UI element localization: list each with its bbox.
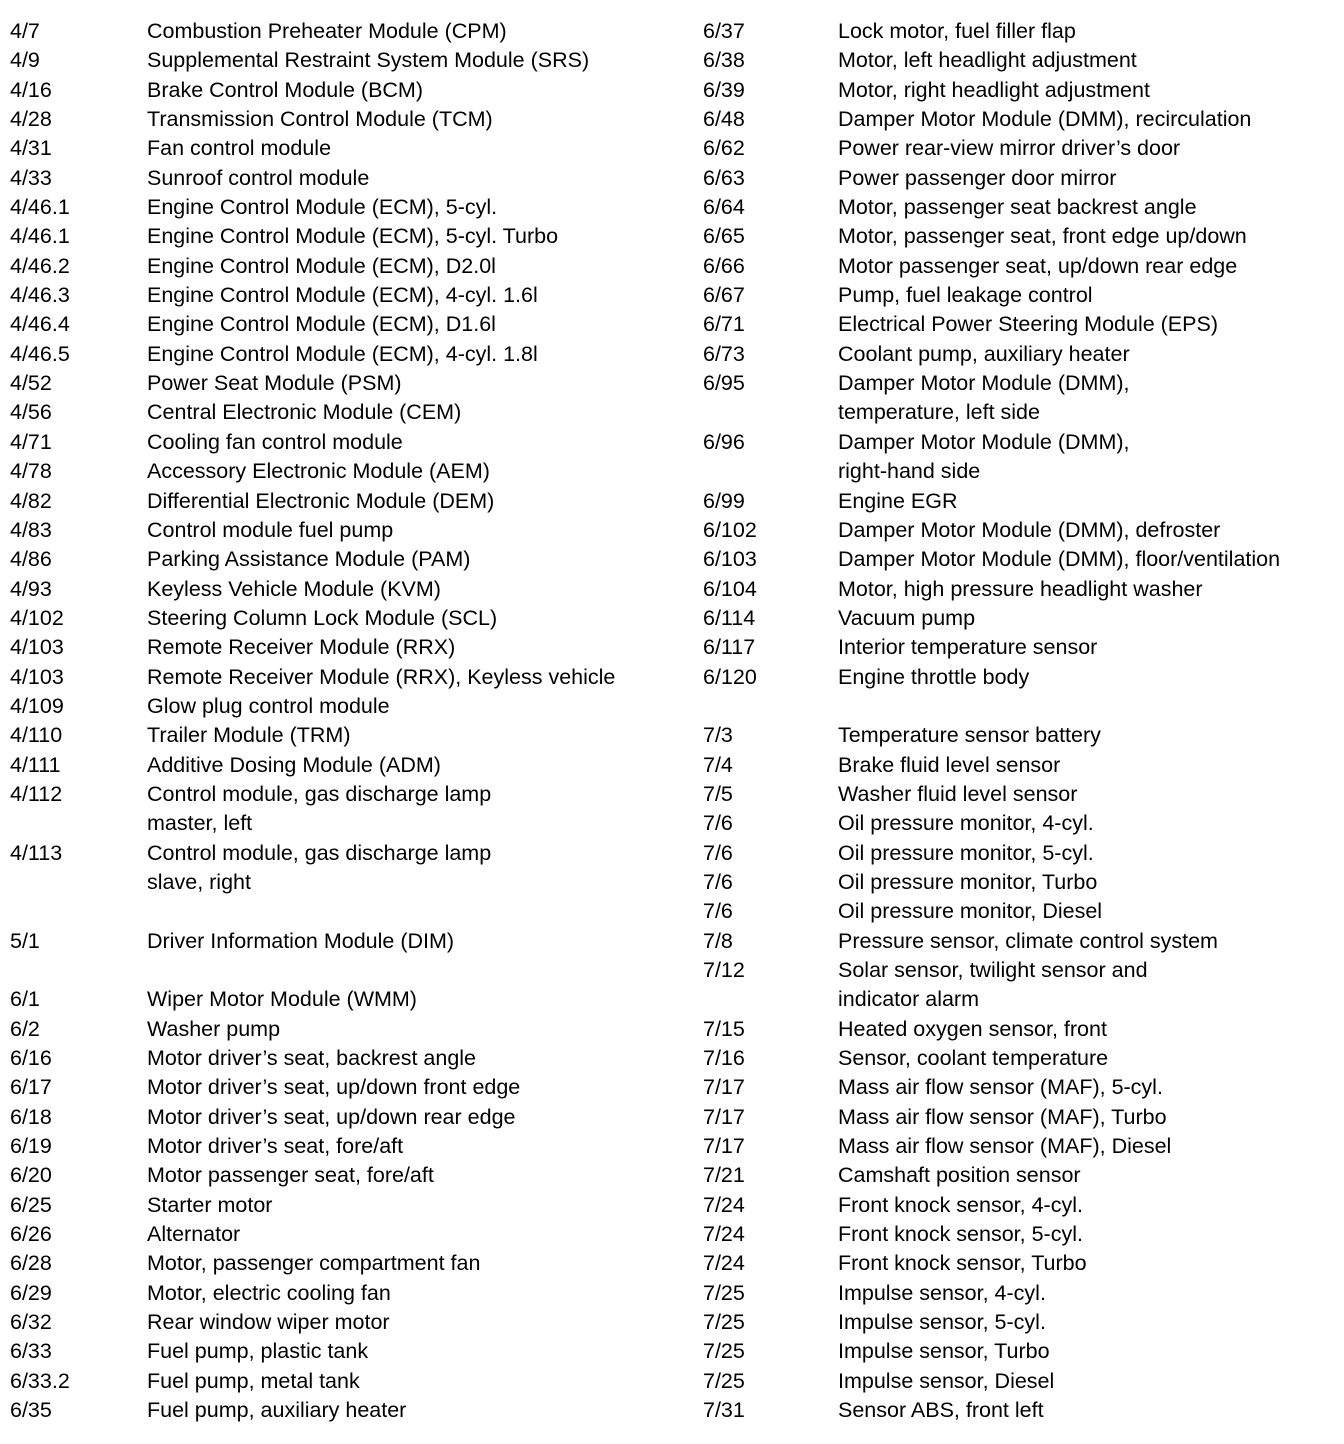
- component-code: 6/39: [703, 77, 745, 102]
- component-description: Motor, passenger seat, front edge up/down: [838, 224, 1247, 249]
- component-description: Motor, electric cooling fan: [147, 1280, 391, 1305]
- component-code: 6/18: [10, 1104, 52, 1129]
- component-description: Control module fuel pump: [147, 517, 394, 542]
- component-description: Supplemental Restraint System Module (SRS): [147, 48, 590, 73]
- component-row: [703, 604, 1338, 633]
- component-description: Parking Assistance Module (PAM): [147, 547, 471, 572]
- component-code: 7/15: [703, 1016, 745, 1041]
- component-description: Differential Electronic Module (DEM): [147, 488, 495, 513]
- component-description: Brake Control Module (BCM): [147, 77, 424, 102]
- component-description: Engine Control Module (ECM), D2.0l: [147, 253, 496, 278]
- component-code: 7/25: [703, 1339, 745, 1364]
- component-code: 6/102: [703, 517, 757, 542]
- component-row: [10, 340, 660, 369]
- component-code: 4/46.1: [10, 195, 70, 220]
- component-row: [703, 780, 1338, 809]
- component-description: Motor, passenger compartment fan: [147, 1251, 481, 1276]
- component-description: Front knock sensor, Turbo: [838, 1251, 1087, 1276]
- component-code: 7/3: [703, 723, 733, 748]
- component-row: [703, 633, 1338, 662]
- component-code: 4/103: [10, 664, 64, 689]
- component-code: 6/114: [703, 605, 756, 630]
- component-description: Heated oxygen sensor, front: [838, 1016, 1107, 1041]
- component-code: 4/28: [10, 107, 52, 132]
- component-code: 6/67: [703, 283, 745, 308]
- component-row: [703, 17, 1338, 46]
- component-description: Motor, passenger seat backrest angle: [838, 195, 1197, 220]
- component-row: [10, 1015, 660, 1044]
- component-description: Motor driver’s seat, backrest angle: [147, 1046, 477, 1071]
- component-description: Oil pressure monitor, Turbo: [838, 869, 1098, 894]
- component-row: [10, 1367, 660, 1396]
- component-row: [10, 134, 660, 163]
- component-row: [10, 310, 660, 339]
- component-code: 4/103: [10, 635, 64, 660]
- component-row: [703, 487, 1338, 516]
- component-description: Front knock sensor, 5-cyl.: [838, 1222, 1083, 1247]
- component-description: Power rear-view mirror driver’s door: [838, 136, 1181, 161]
- component-description: Motor driver’s seat, fore/aft: [147, 1134, 404, 1159]
- component-code: 6/16: [10, 1046, 52, 1071]
- component-row: [10, 545, 660, 574]
- component-description: Damper Motor Module (DMM),: [838, 429, 1130, 454]
- component-description: [838, 692, 1338, 721]
- component-description: Combustion Preheater Module (CPM): [147, 19, 507, 43]
- component-code: 4/9: [10, 48, 40, 73]
- component-description: Solar sensor, twilight sensor and: [838, 958, 1148, 982]
- component-code: 7/24: [703, 1192, 745, 1217]
- component-row: [703, 1191, 1338, 1220]
- component-code: 4/86: [10, 547, 52, 572]
- component-code: 4/7: [10, 19, 40, 43]
- component-code: 4/52: [10, 371, 52, 396]
- component-description: [147, 897, 660, 926]
- component-row: [703, 193, 1338, 222]
- component-code: 6/25: [10, 1192, 52, 1217]
- component-row: [703, 839, 1338, 868]
- component-code: 6/37: [703, 19, 745, 43]
- component-description: Sensor ABS, front left: [838, 1398, 1044, 1423]
- component-description: Mass air flow sensor (MAF), Turbo: [838, 1104, 1167, 1129]
- component-row: [703, 956, 1338, 985]
- component-description: Vacuum pump: [838, 605, 976, 630]
- component-description: Damper Motor Module (DMM), defroster: [838, 517, 1221, 542]
- component-row: [10, 1279, 660, 1308]
- component-code: 7/25: [703, 1368, 745, 1393]
- component-row: [703, 398, 1338, 427]
- component-row: [10, 868, 660, 897]
- component-description: Starter motor: [147, 1192, 273, 1217]
- component-code: 7/31: [703, 1398, 745, 1423]
- component-row: [703, 868, 1338, 897]
- component-code: 7/6: [703, 840, 733, 865]
- component-code: 7/21: [703, 1163, 745, 1188]
- component-code: 4/46.2: [10, 253, 70, 278]
- component-row: [10, 956, 660, 985]
- component-description: Lock motor, fuel filler flap: [838, 19, 1076, 43]
- component-row: [10, 604, 660, 633]
- component-description: Damper Motor Module (DMM), recirculation: [838, 107, 1252, 132]
- component-row: [10, 428, 660, 457]
- component-description: Glow plug control module: [147, 693, 390, 718]
- component-description: Engine Control Module (ECM), 4-cyl. 1.6l: [147, 283, 538, 308]
- component-row: [10, 663, 660, 692]
- component-code: 4/110: [10, 723, 63, 748]
- component-description: Damper Motor Module (DMM),: [838, 371, 1130, 396]
- component-description: Sensor, coolant temperature: [838, 1046, 1109, 1071]
- component-code: 6/33.2: [10, 1368, 70, 1393]
- component-description: Interior temperature sensor: [838, 635, 1098, 660]
- component-row: [703, 369, 1338, 398]
- component-description: Cooling fan control module: [147, 429, 403, 454]
- component-code: 4/111: [10, 752, 61, 777]
- component-row: [10, 1161, 660, 1190]
- component-description: indicator alarm: [838, 987, 979, 1012]
- component-description: Electrical Power Steering Module (EPS): [838, 312, 1218, 337]
- component-code: 6/2: [10, 1016, 40, 1041]
- component-code: 7/4: [703, 752, 733, 777]
- component-code: 4/46.4: [10, 312, 70, 337]
- component-code: [10, 897, 147, 926]
- component-code: 6/103: [703, 547, 757, 572]
- component-code: 4/82: [10, 488, 52, 513]
- component-row: [703, 1279, 1338, 1308]
- component-code: 4/71: [10, 429, 52, 454]
- component-row: [703, 76, 1338, 105]
- component-row: [703, 545, 1338, 574]
- component-description: Steering Column Lock Module (SCL): [147, 605, 498, 630]
- component-row: [10, 1103, 660, 1132]
- component-row: [703, 1132, 1338, 1161]
- component-row: [10, 516, 660, 545]
- component-description: Motor, right headlight adjustment: [838, 77, 1150, 102]
- component-code: 7/25: [703, 1280, 745, 1305]
- component-code: 7/24: [703, 1251, 745, 1276]
- component-description: Impulse sensor, Diesel: [838, 1368, 1055, 1393]
- component-row: [703, 310, 1338, 339]
- component-row: [703, 516, 1338, 545]
- component-code: 6/73: [703, 341, 745, 366]
- component-description: Transmission Control Module (TCM): [147, 107, 493, 132]
- component-code: 4/83: [10, 517, 52, 542]
- component-row: [10, 17, 660, 46]
- component-description: Engine Control Module (ECM), D1.6l: [147, 312, 496, 337]
- component-row: [703, 1337, 1338, 1366]
- component-row: [10, 897, 660, 926]
- component-code: 7/17: [703, 1075, 745, 1100]
- component-description: Motor driver’s seat, up/down front edge: [147, 1075, 521, 1100]
- component-code: 6/64: [703, 195, 745, 220]
- component-code: 7/8: [703, 928, 733, 953]
- component-description: right-hand side: [838, 459, 981, 484]
- component-row: [10, 1396, 660, 1425]
- component-description: Trailer Module (TRM): [147, 723, 351, 748]
- component-row: [10, 281, 660, 310]
- component-code: [10, 868, 147, 897]
- component-description: [147, 956, 660, 985]
- component-description: Brake fluid level sensor: [838, 752, 1061, 777]
- component-description: Engine Control Module (ECM), 5-cyl. Turbo: [147, 224, 559, 249]
- component-description: temperature, left side: [838, 400, 1040, 425]
- component-description: Oil pressure monitor, Diesel: [838, 899, 1103, 924]
- component-code: 4/46.1: [10, 224, 70, 249]
- component-code: 4/112: [10, 781, 63, 806]
- component-row: [703, 1249, 1338, 1278]
- component-description: Fan control module: [147, 136, 332, 161]
- component-row: [10, 457, 660, 486]
- component-code: 4/109: [10, 693, 64, 718]
- component-code: [703, 457, 838, 486]
- component-row: [10, 1191, 660, 1220]
- component-code: 7/24: [703, 1222, 745, 1247]
- component-row: [10, 809, 660, 838]
- component-description: Control module, gas discharge lamp: [147, 840, 492, 865]
- component-code: 6/96: [703, 429, 745, 454]
- component-row: [703, 927, 1338, 956]
- component-code: 4/102: [10, 605, 64, 630]
- component-description: Rear window wiper motor: [147, 1310, 390, 1335]
- component-row: [10, 575, 660, 604]
- component-row: [703, 1367, 1338, 1396]
- component-code: 7/6: [703, 869, 733, 894]
- component-row: [10, 692, 660, 721]
- component-description: Sunroof control module: [147, 165, 370, 190]
- component-code: 6/38: [703, 48, 745, 73]
- component-row: [703, 985, 1338, 1014]
- component-row: [703, 1015, 1338, 1044]
- right-column: [703, 17, 1338, 1426]
- component-code: 6/17: [10, 1075, 52, 1100]
- component-code: 6/33: [10, 1339, 52, 1364]
- component-code: 7/17: [703, 1134, 745, 1159]
- component-row: [703, 1220, 1338, 1249]
- component-row: [10, 398, 660, 427]
- component-row: [10, 721, 660, 750]
- component-description: Engine Control Module (ECM), 4-cyl. 1.8l: [147, 341, 538, 366]
- component-code: 4/46.5: [10, 341, 70, 366]
- component-row: [10, 164, 660, 193]
- component-code: 6/26: [10, 1222, 52, 1247]
- component-row: [703, 46, 1338, 75]
- component-description: Mass air flow sensor (MAF), 5-cyl.: [838, 1075, 1163, 1100]
- component-row: [703, 1103, 1338, 1132]
- component-row: [703, 281, 1338, 310]
- component-description: Motor driver’s seat, up/down rear edge: [147, 1104, 516, 1129]
- component-row: [10, 222, 660, 251]
- component-code: 6/120: [703, 664, 757, 689]
- component-description: Remote Receiver Module (RRX), Keyless vehicle: [147, 664, 616, 689]
- component-code: 6/63: [703, 165, 745, 190]
- component-description: Mass air flow sensor (MAF), Diesel: [838, 1134, 1172, 1159]
- component-description: Additive Dosing Module (ADM): [147, 752, 441, 777]
- component-description: Engine Control Module (ECM), 5-cyl.: [147, 195, 498, 220]
- component-row: [703, 1073, 1338, 1102]
- component-row: [703, 692, 1338, 721]
- component-row: [703, 134, 1338, 163]
- component-row: [703, 663, 1338, 692]
- component-row: [703, 721, 1338, 750]
- component-row: [703, 751, 1338, 780]
- component-row: [703, 897, 1338, 926]
- component-description: Engine EGR: [838, 488, 958, 513]
- component-description: master, left: [147, 811, 253, 836]
- component-code: [703, 692, 838, 721]
- component-row: [703, 457, 1338, 486]
- component-row: [703, 340, 1338, 369]
- component-code: [703, 398, 838, 427]
- component-row: [10, 1073, 660, 1102]
- component-description: Accessory Electronic Module (AEM): [147, 459, 490, 484]
- component-row: [703, 222, 1338, 251]
- component-description: Washer pump: [147, 1016, 281, 1041]
- component-description: Camshaft position sensor: [838, 1163, 1081, 1188]
- component-description: Impulse sensor, Turbo: [838, 1339, 1050, 1364]
- component-row: [10, 839, 660, 868]
- component-code: 6/29: [10, 1280, 52, 1305]
- component-description: Central Electronic Module (CEM): [147, 400, 462, 425]
- component-description: Pressure sensor, climate control system: [838, 928, 1218, 953]
- component-row: [10, 633, 660, 662]
- component-code: 4/31: [10, 136, 52, 161]
- component-row: [703, 1308, 1338, 1337]
- component-description: Temperature sensor battery: [838, 723, 1101, 748]
- component-code: 6/117: [703, 635, 756, 660]
- component-row: [10, 46, 660, 75]
- component-description: Impulse sensor, 4-cyl.: [838, 1280, 1046, 1305]
- component-code: 7/6: [703, 811, 733, 836]
- component-code: [10, 956, 147, 985]
- component-description: Motor, high pressure headlight washer: [838, 576, 1203, 601]
- component-code: 6/32: [10, 1310, 52, 1335]
- component-code: 6/48: [703, 107, 745, 132]
- component-description: Oil pressure monitor, 4-cyl.: [838, 811, 1094, 836]
- component-row: [703, 1161, 1338, 1190]
- component-description: Power passenger door mirror: [838, 165, 1117, 190]
- component-code: 7/12: [703, 958, 745, 982]
- component-row: [703, 252, 1338, 281]
- component-row: [703, 809, 1338, 838]
- component-code: 6/35: [10, 1398, 52, 1423]
- component-row: [10, 487, 660, 516]
- component-description: Oil pressure monitor, 5-cyl.: [838, 840, 1094, 865]
- component-description: Control module, gas discharge lamp: [147, 781, 492, 806]
- component-description: Driver Information Module (DIM): [147, 928, 455, 953]
- component-code: 7/5: [703, 781, 733, 806]
- left-column: [10, 17, 660, 1426]
- component-code: 7/25: [703, 1310, 745, 1335]
- component-row: [10, 1308, 660, 1337]
- component-row: [10, 252, 660, 281]
- component-description: Keyless Vehicle Module (KVM): [147, 576, 441, 601]
- component-description: Motor passenger seat, fore/aft: [147, 1163, 434, 1188]
- component-row: [10, 751, 660, 780]
- component-code: 4/113: [10, 840, 63, 865]
- component-description: Fuel pump, metal tank: [147, 1368, 360, 1393]
- component-code: 6/99: [703, 488, 745, 513]
- component-description: Power Seat Module (PSM): [147, 371, 402, 396]
- component-row: [10, 1337, 660, 1366]
- component-description: Washer fluid level sensor: [838, 781, 1078, 806]
- component-code: 4/46.3: [10, 283, 70, 308]
- component-row: [10, 105, 660, 134]
- component-description: Alternator: [147, 1222, 241, 1247]
- component-row: [10, 985, 660, 1014]
- component-row: [10, 1220, 660, 1249]
- component-row: [703, 1396, 1338, 1425]
- component-code: 5/1: [10, 928, 40, 953]
- component-row: [703, 1044, 1338, 1073]
- component-code: 4/56: [10, 400, 52, 425]
- component-row: [10, 1132, 660, 1161]
- component-code: 6/62: [703, 136, 745, 161]
- component-description: Impulse sensor, 5-cyl.: [838, 1310, 1046, 1335]
- component-description: Wiper Motor Module (WMM): [147, 987, 417, 1012]
- component-code: 6/19: [10, 1134, 52, 1159]
- component-row: [703, 164, 1338, 193]
- component-code: 4/78: [10, 459, 52, 484]
- component-code: 6/28: [10, 1251, 52, 1276]
- component-row: [703, 105, 1338, 134]
- component-description: Damper Motor Module (DMM), floor/ventilation: [838, 547, 1281, 572]
- component-code: 6/95: [703, 371, 745, 396]
- component-code: [703, 985, 838, 1014]
- component-description: slave, right: [147, 869, 251, 894]
- component-description: Pump, fuel leakage control: [838, 283, 1093, 308]
- component-row: [10, 76, 660, 105]
- component-code: [10, 809, 147, 838]
- component-row: [10, 780, 660, 809]
- component-row: [10, 927, 660, 956]
- component-code: 6/65: [703, 224, 745, 249]
- component-description: Engine throttle body: [838, 664, 1030, 689]
- component-description: Motor, left headlight adjustment: [838, 48, 1137, 73]
- component-description: Remote Receiver Module (RRX): [147, 635, 456, 660]
- component-description: Fuel pump, auxiliary heater: [147, 1398, 407, 1423]
- component-row: [703, 428, 1338, 457]
- component-row: [10, 1249, 660, 1278]
- component-description: Fuel pump, plastic tank: [147, 1339, 369, 1364]
- component-code: 6/20: [10, 1163, 52, 1188]
- component-code: 7/17: [703, 1104, 745, 1129]
- component-code: 6/1: [10, 987, 40, 1012]
- component-description: Coolant pump, auxiliary heater: [838, 341, 1130, 366]
- component-code: 4/93: [10, 576, 52, 601]
- component-row: [10, 193, 660, 222]
- component-code: 6/66: [703, 253, 745, 278]
- component-description: Motor passenger seat, up/down rear edge: [838, 253, 1238, 278]
- component-row: [10, 369, 660, 398]
- component-code: 7/6: [703, 899, 733, 924]
- component-code: 7/16: [703, 1046, 745, 1071]
- component-code: 4/33: [10, 165, 52, 190]
- component-description: Front knock sensor, 4-cyl.: [838, 1192, 1083, 1217]
- component-row: [10, 1044, 660, 1073]
- component-code: 6/71: [703, 312, 745, 337]
- component-code: 4/16: [10, 77, 52, 102]
- component-code: 6/104: [703, 576, 757, 601]
- component-row: [703, 575, 1338, 604]
